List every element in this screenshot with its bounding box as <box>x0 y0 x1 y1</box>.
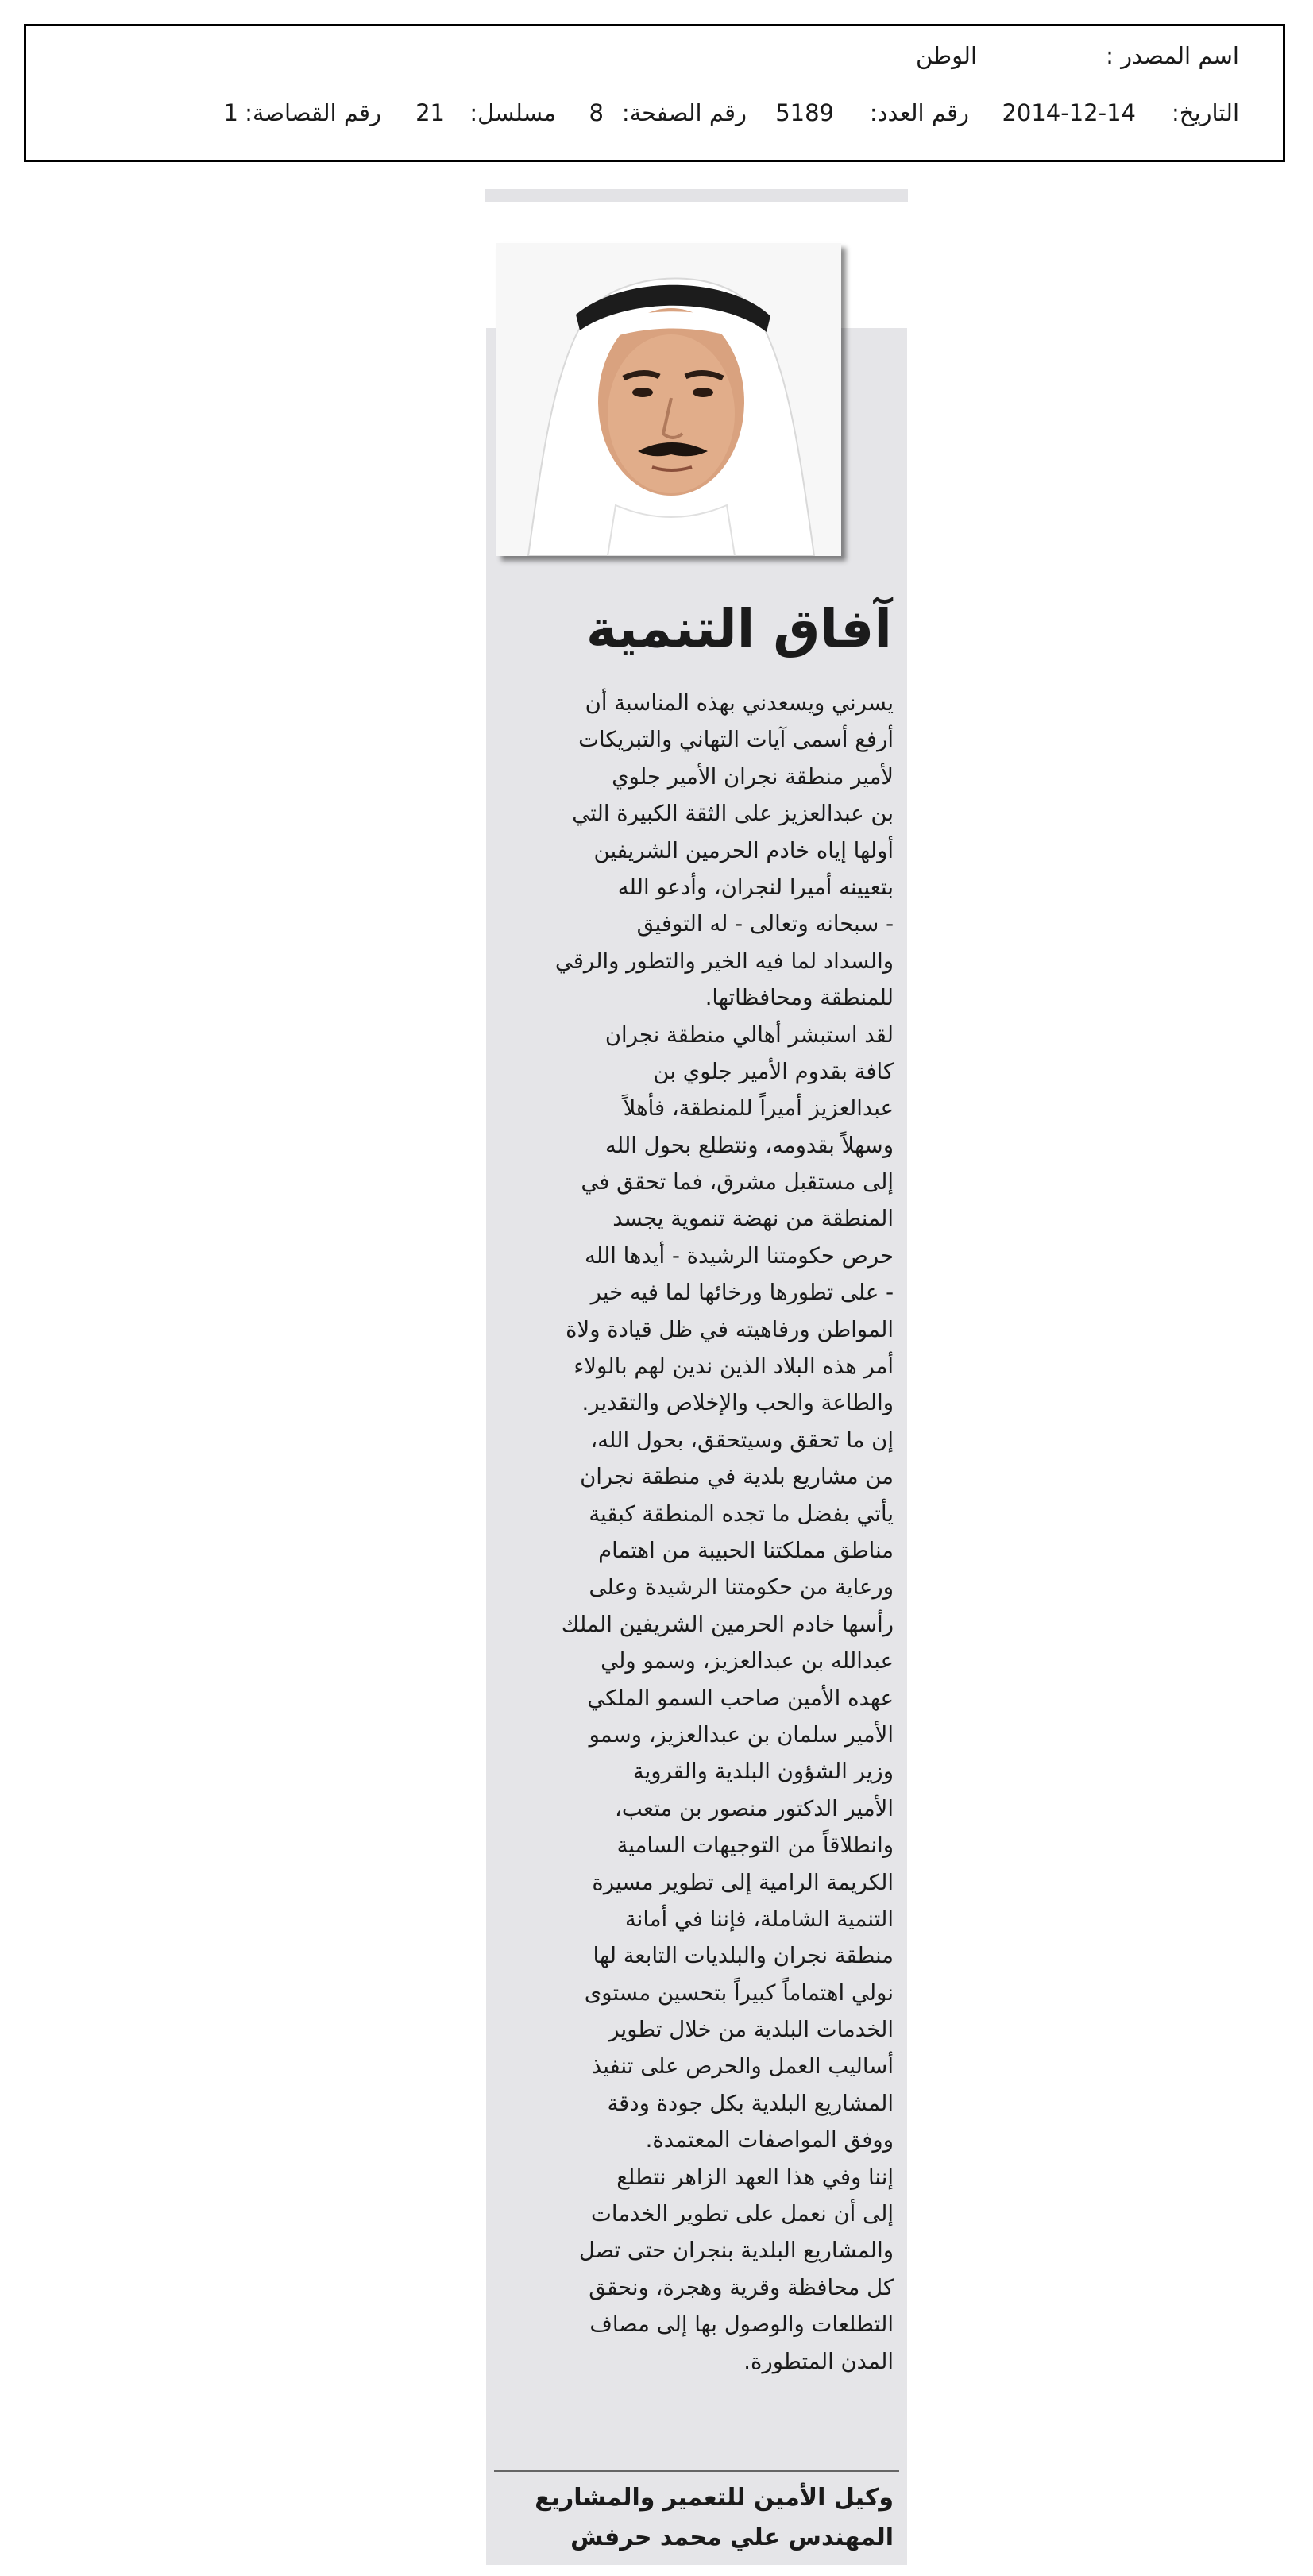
article-line: منطقة نجران والبلديات التابعة لها <box>593 1943 894 1969</box>
article-line: الأمير سلمان بن عبدالعزيز، وسمو <box>589 1721 894 1748</box>
clip-top-strip <box>485 189 908 202</box>
article-line: أمر هذه البلاد الذين ندين لهم بالولاء <box>573 1354 894 1380</box>
author-portrait-icon <box>496 243 841 556</box>
clip-number-value: 1 <box>223 99 238 126</box>
article-line: بتعيينه أميرا لنجران، وأدعو الله <box>617 874 894 900</box>
article-line: وانطلاقاً من التوجيهات السامية <box>616 1833 894 1859</box>
signature-name: المهندس علي محمد حرفش <box>570 2524 894 2551</box>
issue-value: 5189 <box>775 99 834 126</box>
date-label: التاريخ: <box>1171 99 1239 126</box>
article-line: والسداد لما فيه الخير والتطور والرقي <box>554 948 894 974</box>
article-line: المدن المتطورة. <box>743 2348 894 2374</box>
article-line: إلى أن نعمل على تطوير الخدمات <box>590 2201 894 2227</box>
source-value: الوطن <box>915 42 977 69</box>
article-line: يسرني ويسعدني بهذه المناسبة أن <box>585 690 894 716</box>
article-line: إلى مستقبل مشرق، فما تحقق في <box>581 1169 894 1195</box>
article-line: مناطق مملكتنا الحبيبة من اهتمام <box>598 1537 894 1563</box>
article-line: لأمير منطقة نجران الأمير جلوي <box>612 763 894 790</box>
article-line: وزير الشؤون البلدية والقروية <box>632 1759 894 1785</box>
article-line: كافة بقدوم الأمير جلوي بن <box>653 1058 894 1084</box>
page-value: 8 <box>589 99 604 126</box>
article-line: بن عبدالعزيز على الثقة الكبيرة التي <box>572 801 894 827</box>
serial-value: 21 <box>415 99 445 126</box>
article-line: المنطقة من نهضة تنموية يجسد <box>612 1206 894 1232</box>
page-label: رقم الصفحة: <box>621 99 747 126</box>
article-line: ورعاية من حكومتنا الرشيدة وعلى <box>589 1574 894 1601</box>
article-title: آفاق التنمية <box>585 598 892 659</box>
article-line: - على تطورها ورخائها لما فيه خير <box>590 1280 894 1306</box>
article-line: إن ما تحقق وسيتحقق، بحول الله، <box>590 1427 894 1453</box>
serial-label: مسلسل: <box>469 99 556 126</box>
article-line: عبدالله بن عبدالعزيز، وسمو ولي <box>601 1648 894 1674</box>
article-line: وسهلاً بقدومه، ونتطلع بحول الله <box>605 1132 894 1158</box>
article-line: نولي اهتماماً كبيراً بتحسين مستوى <box>584 1979 894 2006</box>
article-line: الكريمة الرامية إلى تطوير مسيرة <box>592 1869 894 1895</box>
article-line: الخدمات البلدية من خلال تطوير <box>608 2017 894 2043</box>
author-photo <box>496 243 841 556</box>
article-line: للمنطقة ومحافظاتها. <box>705 985 894 1011</box>
article-line: عبدالعزيز أميراً للمنطقة، فأهلاً <box>623 1095 894 1122</box>
source-label: اسم المصدر : <box>1106 42 1239 69</box>
article-line: أساليب العمل والحرص على تنفيذ <box>591 2053 894 2080</box>
article-line: إننا وفي هذا العهد الزاهر نتطلع <box>616 2164 894 2190</box>
source-row <box>70 42 1239 77</box>
date-value: 2014-12-14 <box>1002 99 1136 126</box>
article-line: التطلعات والوصول بها إلى مصاف <box>589 2311 894 2338</box>
article-line: يأتي بفضل ما تجده المنطقة كبقية <box>589 1500 894 1527</box>
article-line: والطاعة والحب والإخلاص والتقدير. <box>581 1390 894 1416</box>
article-line: كل محافظة وقرية وهجرة، ونحقق <box>589 2274 894 2300</box>
clip-number-label: رقم القصاصة: <box>245 99 381 126</box>
article-line: لقد استبشر أهالي منطقة نجران <box>604 1022 894 1048</box>
source-info-box <box>24 24 1285 162</box>
article-line: عهده الأمين صاحب السمو الملكي <box>587 1685 894 1711</box>
article-body <box>494 685 894 2380</box>
article-line: حرص حكومتنا الرشيدة - أيدها الله <box>584 1242 894 1269</box>
signature-divider <box>494 2470 899 2472</box>
article-line: المشاريع البلدية بكل جودة ودقة <box>607 2090 894 2116</box>
article-line: المواطن ورفاهيته في ظل قيادة ولاة <box>566 1316 894 1342</box>
article-line: التنمية الشاملة، فإننا في أمانة <box>625 1906 894 1932</box>
article-line: ووفق المواصفات المعتمدة. <box>645 2127 894 2153</box>
article-line: والمشاريع البلدية بنجران حتى تصل <box>578 2238 894 2264</box>
issue-label: رقم العدد: <box>869 99 969 126</box>
signature-title: وكيل الأمين للتعمير والمشاريع <box>535 2484 894 2512</box>
meta-row <box>70 99 1239 134</box>
article-line: الأمير الدكتور منصور بن متعب، <box>615 1795 894 1821</box>
article-line: أرفع أسمى آيات التهاني والتبريكات <box>578 727 894 753</box>
article-line: رأسها خادم الحرمين الشريفين الملك <box>561 1611 894 1637</box>
article-line: من مشاريع بلدية في منطقة نجران <box>580 1464 894 1490</box>
article-line: أولها إياه خادم الحرمين الشريفين <box>593 837 894 863</box>
article-line: - سبحانه وتعالى - له التوفيق <box>636 911 894 937</box>
